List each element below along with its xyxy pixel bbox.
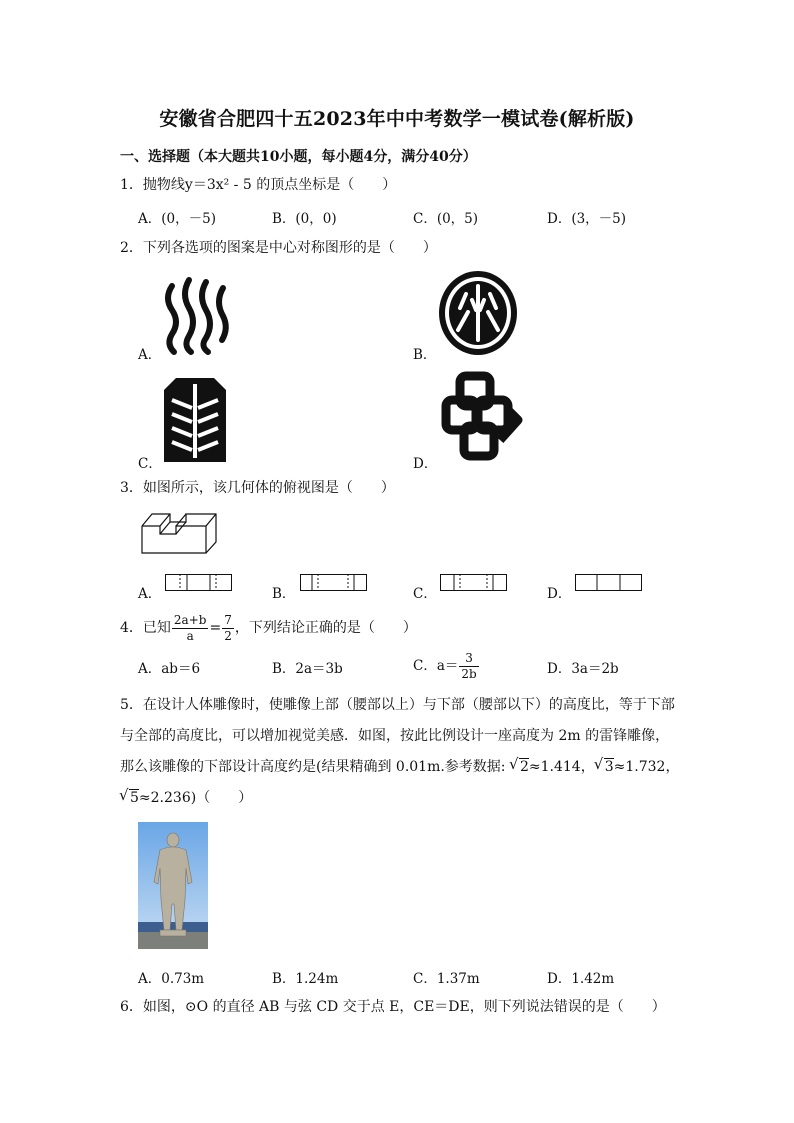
question-4-text bbox=[120, 610, 417, 646]
q1-option-c[interactable]: C．(0，5) bbox=[413, 211, 479, 227]
q5-option-a[interactable]: A．0.73m bbox=[138, 971, 205, 987]
q1-option-d[interactable]: D．(3，－5) bbox=[547, 211, 627, 227]
q3-option-d-view bbox=[575, 574, 643, 592]
q4-option-c-prefix: C．a＝ bbox=[413, 658, 459, 674]
q5-option-d[interactable]: D．1.42m bbox=[547, 971, 615, 987]
q3-solid-figure bbox=[140, 508, 218, 554]
q4-frac1-numerator: 2a+b bbox=[173, 612, 207, 627]
q5-sqrt-3: √ 3 bbox=[604, 758, 614, 775]
q3-option-a[interactable]: A． bbox=[138, 586, 162, 602]
q3-option-c-view bbox=[440, 574, 508, 592]
q4-equals: = bbox=[209, 620, 222, 636]
q4-fraction-1 bbox=[172, 613, 209, 644]
q4-option-b[interactable]: B．2a＝3b bbox=[272, 661, 343, 677]
q5-value-5: ≈2.236)（ ） bbox=[138, 790, 253, 806]
q4-frac2-numerator: 7 bbox=[224, 612, 232, 627]
q5-value-3: ≈1.732， bbox=[613, 759, 680, 775]
q5-line-4 bbox=[120, 783, 680, 814]
q4-prefix: 4．已知 bbox=[120, 620, 171, 636]
q5-statue-photo bbox=[138, 822, 208, 949]
q3-option-b[interactable]: B． bbox=[272, 586, 296, 602]
q5-option-c[interactable]: C．1.37m bbox=[413, 971, 480, 987]
q5-sqrt-2: √ 2 bbox=[519, 758, 529, 775]
q4-frac2-denominator: 2 bbox=[224, 628, 232, 643]
q5-value-2: ≈1.414， bbox=[528, 759, 595, 775]
q2-figure-c-tree-pattern bbox=[164, 378, 226, 462]
q3-option-d[interactable]: D． bbox=[547, 586, 572, 602]
q4-fraction-2 bbox=[222, 613, 234, 644]
q2-option-d[interactable]: D． bbox=[413, 456, 438, 472]
q5-line-1: 5．在设计人体雕像时，使雕像上部（腰部以上）与下部（腰部以下）的高度比，等于下部 bbox=[120, 697, 675, 713]
section-heading: 一、选择题（本大题共10小题，每小题4分，满分40分） bbox=[120, 149, 477, 165]
q2-figure-a-wavy-lines bbox=[162, 276, 230, 354]
q5-line-3-text: 那么该雕像的下部设计高度约是(结果精确到 0.01m.参考数据: bbox=[120, 759, 510, 775]
question-3-text: 3．如图所示，该几何体的俯视图是（ ） bbox=[120, 480, 395, 496]
q4-option-d[interactable]: D．3a＝2b bbox=[547, 661, 619, 677]
question-5-text bbox=[120, 690, 680, 814]
q2-option-b[interactable]: B． bbox=[413, 347, 437, 363]
q4-option-c[interactable] bbox=[413, 650, 480, 682]
q5-sqrt-5: √ 5 bbox=[129, 789, 139, 806]
q1-option-a[interactable]: A．(0，－5) bbox=[138, 211, 216, 227]
q1-option-b[interactable]: B．(0，0) bbox=[272, 211, 337, 227]
q2-figure-d-knot bbox=[438, 370, 524, 464]
q4-option-c-fraction bbox=[459, 651, 478, 682]
q4-suffix: ，下列结论正确的是（ ） bbox=[234, 620, 417, 636]
q4-frac1-denominator: a bbox=[186, 628, 194, 643]
q4-option-a[interactable]: A．ab＝6 bbox=[138, 661, 201, 677]
q3-option-c[interactable]: C． bbox=[413, 586, 437, 602]
q2-option-a[interactable]: A． bbox=[138, 347, 162, 363]
q5-option-b[interactable]: B．1.24m bbox=[272, 971, 339, 987]
q5-line-2: 与全部的高度比，可以增加视觉美感．如图，按此比例设计一座高度为 2m 的雷锋雕像， bbox=[120, 728, 670, 744]
q2-option-c[interactable]: C． bbox=[138, 456, 162, 472]
question-1-text: 1．抛物线y＝3x² - 5 的顶点坐标是（ ） bbox=[120, 177, 397, 193]
page-title: 安徽省合肥四十五2023年中中考数学一模试卷(解析版) bbox=[159, 108, 635, 130]
question-6-text: 6．如图，⊙O 的直径 AB 与弦 CD 交于点 E，CE＝DE，则下列说法错误的是（ ） bbox=[120, 999, 666, 1015]
q5-line-3 bbox=[120, 752, 680, 783]
q2-figure-b-emblem bbox=[438, 270, 518, 356]
question-2-text: 2．下列各选项的图案是中心对称图形的是（ ） bbox=[120, 240, 437, 256]
q3-option-b-view bbox=[300, 574, 368, 592]
q4-optc-denominator: 2b bbox=[461, 667, 477, 681]
q4-optc-numerator: 3 bbox=[459, 651, 478, 667]
q3-option-a-view bbox=[165, 574, 233, 592]
